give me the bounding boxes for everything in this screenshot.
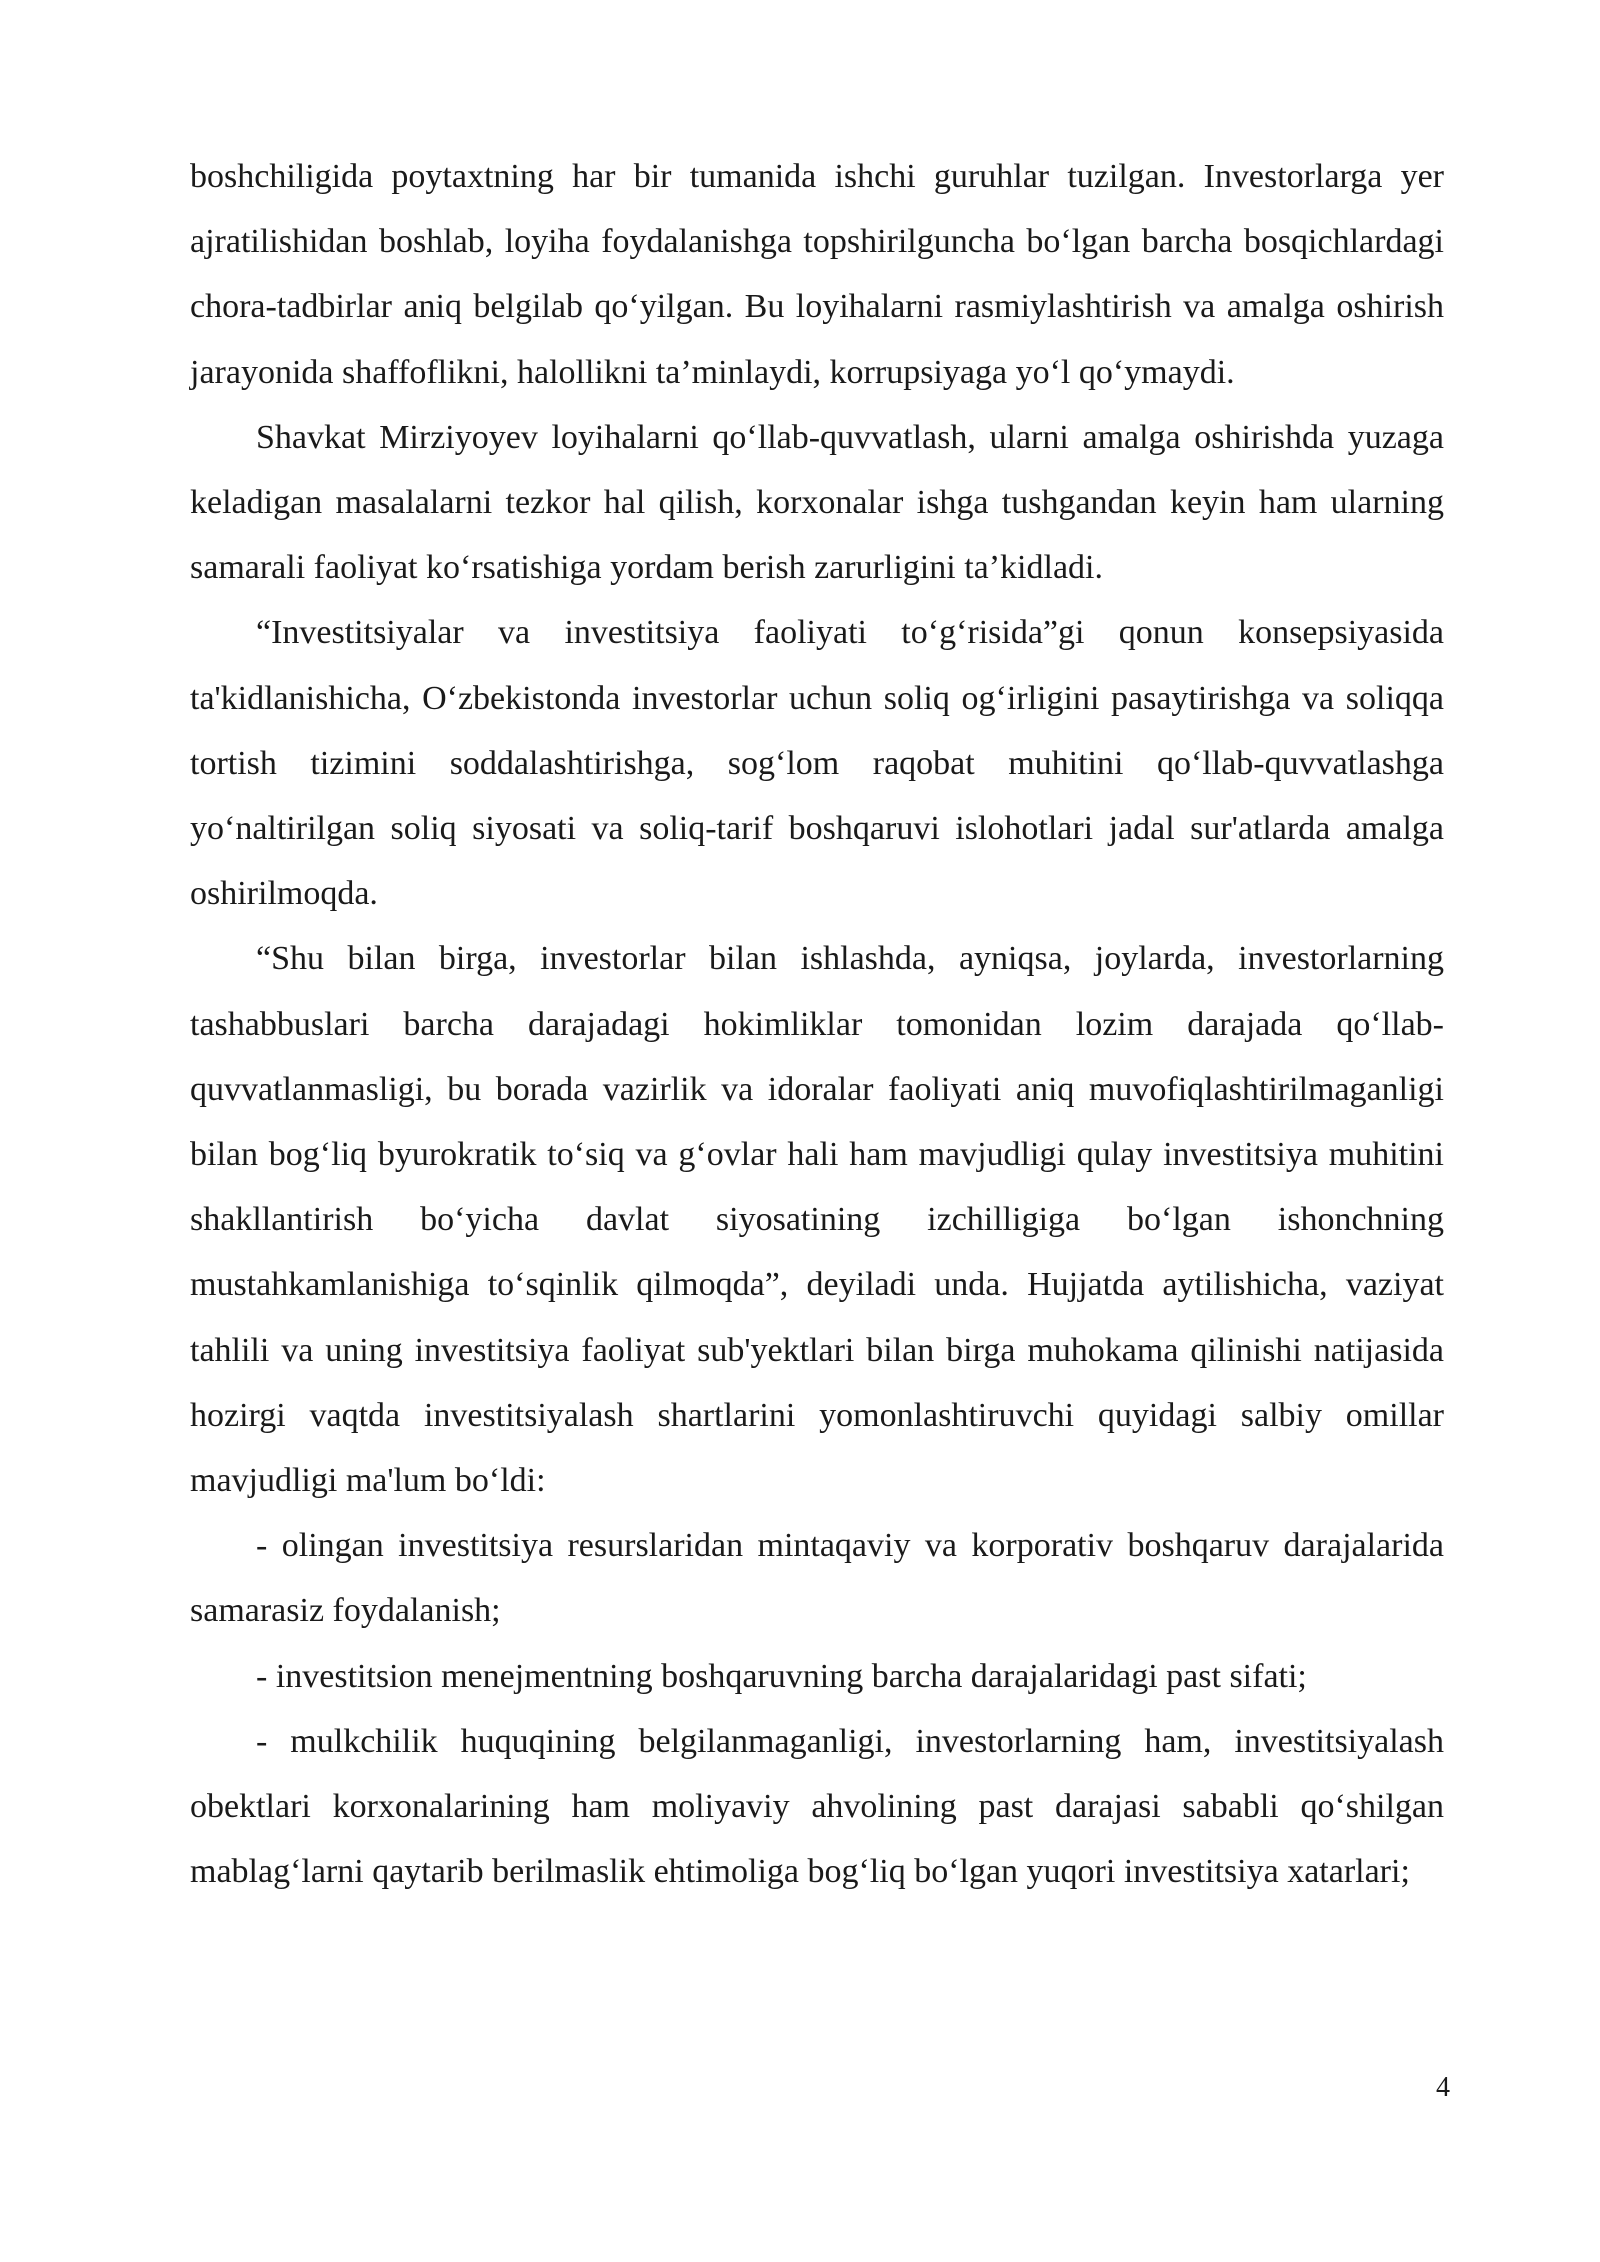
paragraph-1: boshchiligida poytaxtning har bir tumanida ishchi guruhlar tuzilgan. Investorlarga yer ajratilishidan boshlab, loyiha foydalanishga topshirilguncha bo‘lgan barcha bosqichlardagi chora-tadbirlar aniq belgilab qo‘yilgan. Bu loyihalarni rasmiylashtirish va amalga oshirish jarayonida shaffoflikni, halollikni ta’minlaydi, korrupsiyaga yo‘l qo‘ymaydi.	[190, 158, 1444, 391]
list-item-2: - investitsion menejmentning boshqaruvning barcha darajalaridagi past sifati;	[256, 1657, 1307, 1695]
page-number: 4	[1436, 2072, 1450, 2103]
paragraph-4: “Shu bilan birga, investorlar bilan ishlashda, ayniqsa, joylarda, investorlarning tashabbuslari barcha darajadagi hokimliklar tomonidan lozim darajada qo‘llab-quvvatlanmasligi, bu borada vazirlik va idoralar faoliyati aniq muvofiqlashtirilmaganligi bilan bog‘liq byurokratik to‘siq va g‘ovlar hali ham mavjudligi qulay investitsiya muhitini shakllantirish bo‘yicha davlat siyosatining izchilligiga bo‘lgan ishonchning mustahkamlanishiga to‘sqinlik qilmoqda”, deyiladi unda. Hujjatda aytilishicha, vaziyat tahlili va uning investitsiya faoliyat sub'yektlari bilan birga muhokama qilinishi natijasida hozirgi vaqtda investitsiyalash shartlarini yomonlashtiruvchi quyidagi salbiy omillar mavjudligi ma'lum bo‘ldi:	[190, 940, 1444, 1500]
paragraph-2: Shavkat Mirziyoyev loyihalarni qo‘llab-quvvatlash, ularni amalga oshirishda yuzaga keladigan masalalarni tezkor hal qilish, korxonalar ishga tushgandan keyin ham ularning samarali faoliyat ko‘rsatishiga yordam berish zarurligini ta’kidladi.	[190, 418, 1444, 587]
document-body	[190, 144, 1444, 1904]
list-item-3: - mulkchilik huquqining belgilanmaganligi, investorlarning ham, investitsiyalash obektlari korxonalarining ham moliyaviy ahvolining past darajasi sababli qo‘shilgan mablag‘larni qaytarib berilmaslik ehtimoliga bog‘liq bo‘lgan yuqori investitsiya xatarlari;	[190, 1722, 1444, 1891]
paragraph-3: “Investitsiyalar va investitsiya faoliyati to‘g‘risida”gi qonun konsepsiyasida ta'kidlanishicha, O‘zbekistonda investorlar uchun soliq og‘irligini pasaytirishga va soliqqa tortish tizimini soddalashtirishga, sog‘lom raqobat muhitini qo‘llab-quvvatlashga yo‘naltirilgan soliq siyosati va soliq-tarif boshqaruvi islohotlari jadal sur'atlarda amalga oshirilmoqda.	[190, 614, 1444, 913]
list-item-1: - olingan investitsiya resurslaridan mintaqaviy va korporativ boshqaruv darajalarida samarasiz foydalanish;	[190, 1527, 1444, 1630]
